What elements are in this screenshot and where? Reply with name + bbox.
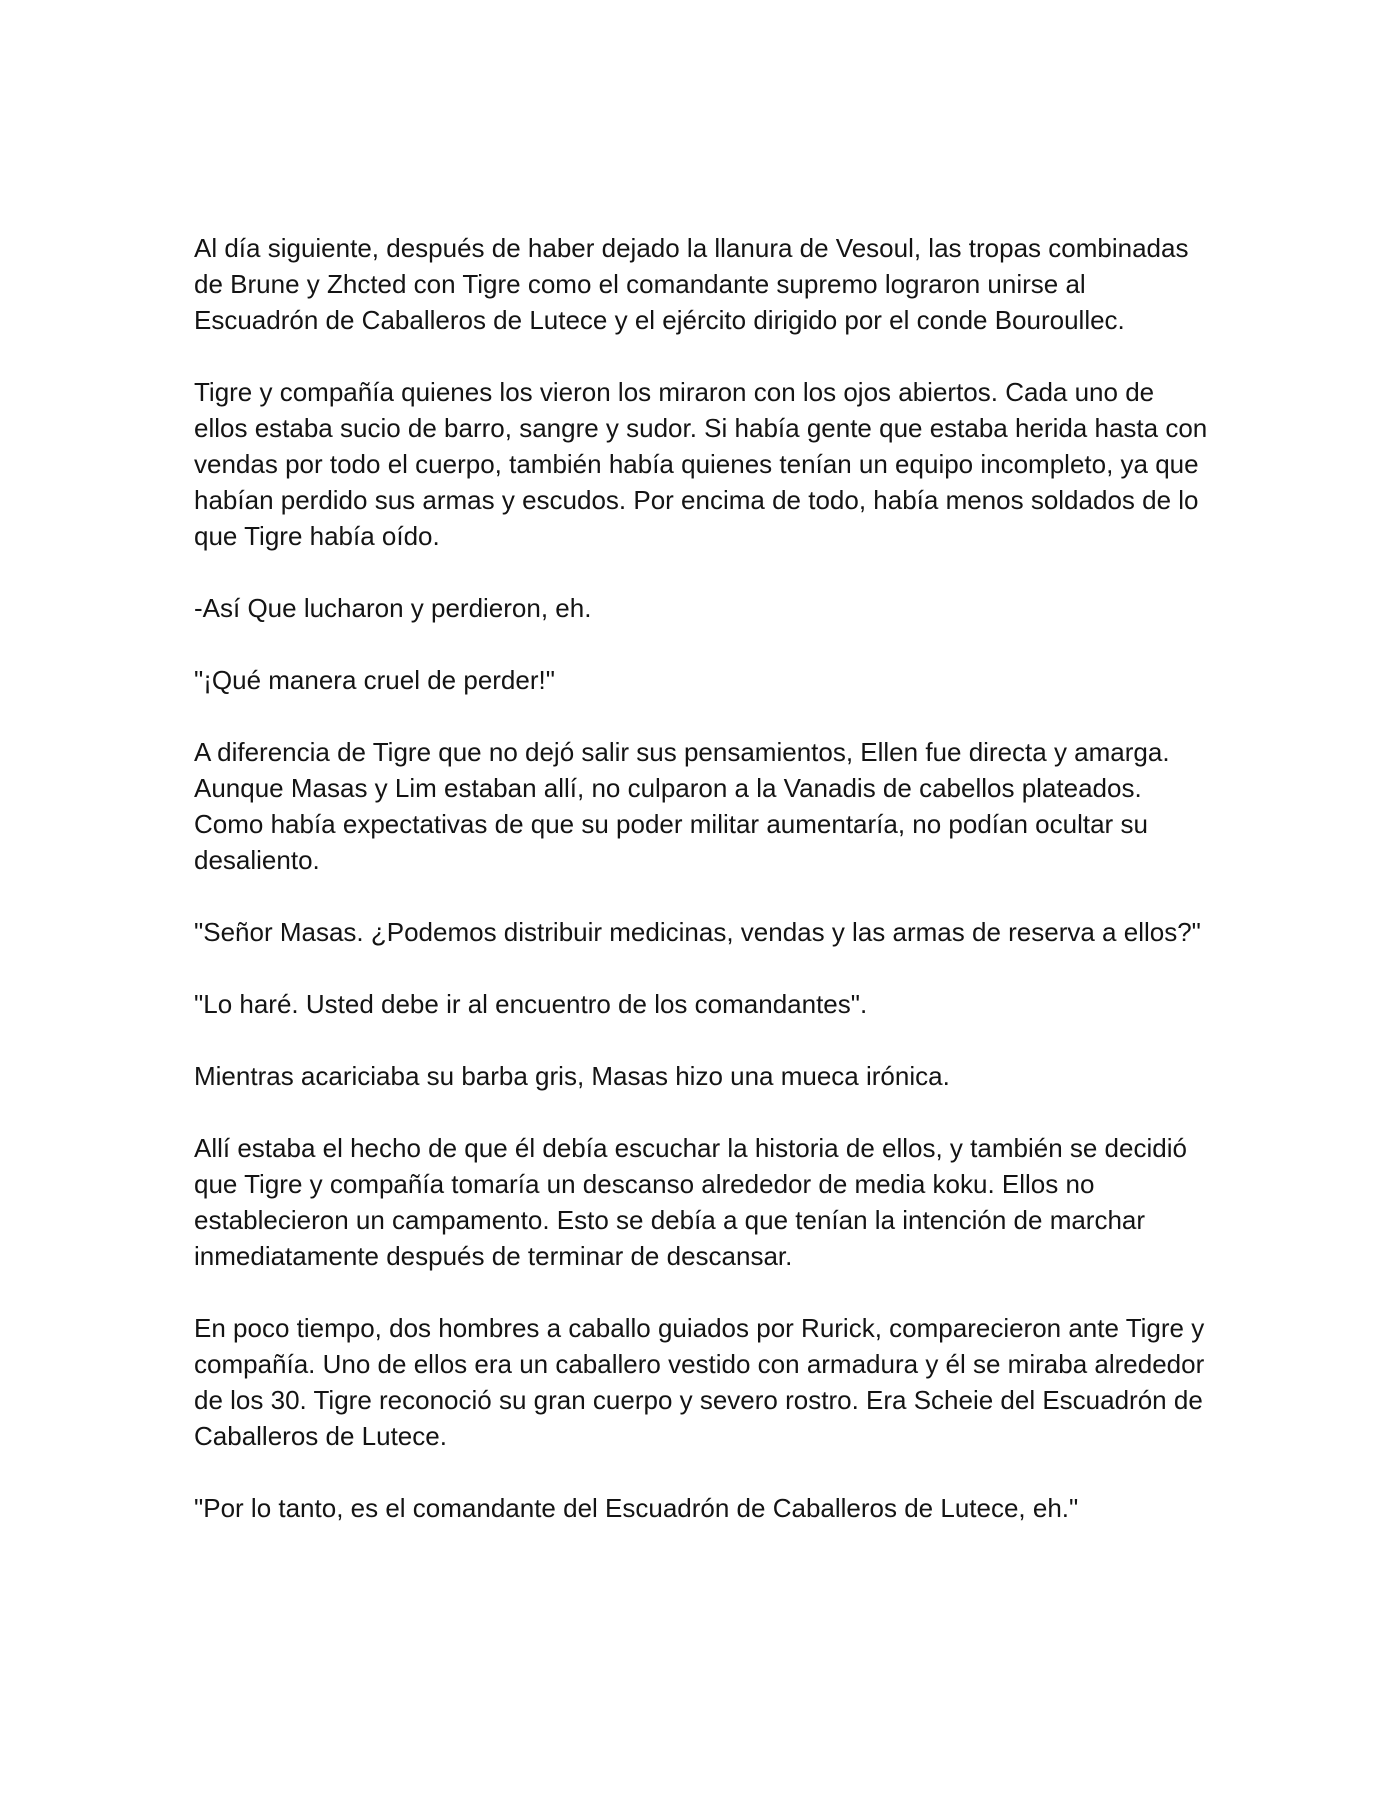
paragraph: "Por lo tanto, es el comandante del Escuadrón de Caballeros de Lutece, eh." <box>194 1493 1079 1523</box>
paragraph: "Señor Masas. ¿Podemos distribuir medicinas, vendas y las armas de reserva a ellos?" <box>194 917 1201 947</box>
paragraph: "Lo haré. Usted debe ir al encuentro de los comandantes". <box>194 989 868 1019</box>
document-body <box>194 230 1214 1526</box>
paragraph: -Así Que lucharon y perdieron, eh. <box>194 593 592 623</box>
paragraph: A diferencia de Tigre que no dejó salir sus pensamientos, Ellen fue directa y amarga. Aunque Masas y Lim estaban allí, no culparon a la Vanadis de cabellos plateados. Como había expectativas de que su poder militar aumentaría, no podían ocultar su desaliento. <box>194 737 1170 875</box>
paragraph: Mientras acariciaba su barba gris, Masas hizo una mueca irónica. <box>194 1061 950 1091</box>
paragraph: Tigre y compañía quienes los vieron los miraron con los ojos abiertos. Cada uno de ellos estaba sucio de barro, sangre y sudor. Si había gente que estaba herida hasta con vendas por todo el cuerpo, también había quienes tenían un equipo incompleto, ya que habían perdido sus armas y escudos. Por encima de todo, había menos soldados de lo que Tigre había oído. <box>194 377 1208 551</box>
paragraph: En poco tiempo, dos hombres a caballo guiados por Rurick, comparecieron ante Tigre y compañía. Uno de ellos era un caballero vestido con armadura y él se miraba alrededor de los 30. Tigre reconoció su gran cuerpo y severo rostro. Era Scheie del Escuadrón de Caballeros de Lutece. <box>194 1313 1205 1451</box>
paragraph: Allí estaba el hecho de que él debía escuchar la historia de ellos, y también se decidió que Tigre y compañía tomaría un descanso alrededor de media koku. Ellos no establecieron un campamento. Esto se debía a que tenían la intención de marchar inmediatamente después de terminar de descansar. <box>194 1133 1187 1271</box>
paragraph: Al día siguiente, después de haber dejado la llanura de Vesoul, las tropas combinadas de Brune y Zhcted con Tigre como el comandante supremo lograron unirse al Escuadrón de Caballeros de Lutece y el ejército dirigido por el conde Bouroullec. <box>194 233 1189 335</box>
paragraph: "¡Qué manera cruel de perder!" <box>194 665 555 695</box>
